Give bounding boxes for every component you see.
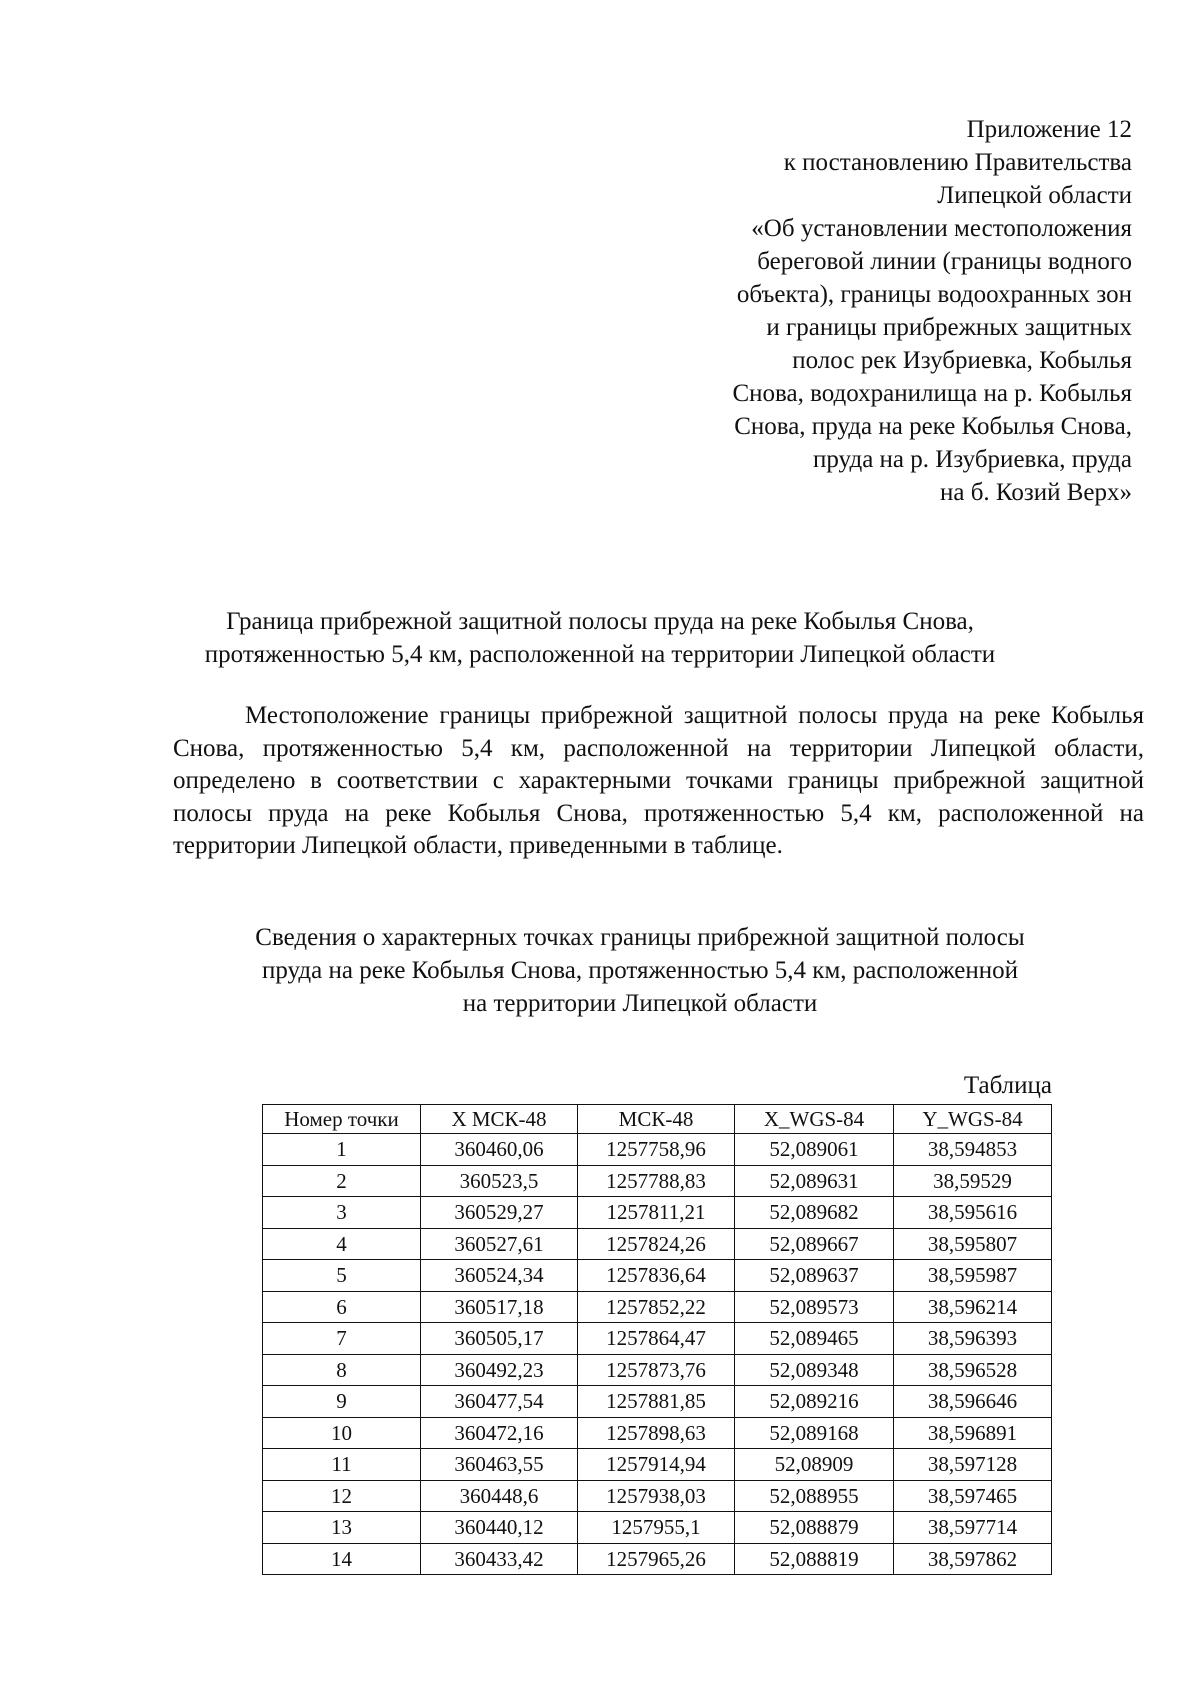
table-cell: 38,597714 [894, 1512, 1052, 1544]
table-cell: 38,594853 [894, 1134, 1052, 1166]
table-cell: 38,59529 [894, 1165, 1052, 1197]
table-cell: 13 [263, 1512, 421, 1544]
table-cell: 52,088955 [735, 1480, 894, 1512]
appendix-line: Снова, пруда на реке Кобылья Снова, [734, 413, 1132, 440]
table-cell: 1257824,26 [578, 1228, 735, 1260]
caption-line: Сведения о характерных точках границы прибрежной защитной полосы [255, 924, 1025, 951]
table-cell: 1257852,22 [578, 1291, 735, 1323]
table-row [263, 1291, 1052, 1323]
table-cell: 5 [263, 1260, 421, 1292]
table-cell: 1257811,21 [578, 1197, 735, 1229]
appendix-line: Приложение 12 [966, 116, 1132, 143]
column-header: Номер точки [263, 1105, 421, 1134]
appendix-line: к постановлению Правительства [783, 149, 1132, 176]
table-cell: 360517,18 [421, 1291, 578, 1323]
table-cell: 52,089168 [735, 1417, 894, 1449]
table-cell: 360524,34 [421, 1260, 578, 1292]
table-row [263, 1386, 1052, 1418]
table-cell: 38,596646 [894, 1386, 1052, 1418]
appendix-line: и границы прибрежных защитных [766, 314, 1132, 341]
table-cell: 52,089667 [735, 1228, 894, 1260]
table-cell: 52,089216 [735, 1386, 894, 1418]
table-cell: 1257836,64 [578, 1260, 735, 1292]
table-cell: 6 [263, 1291, 421, 1323]
appendix-line: береговой линии (границы водного [757, 248, 1132, 275]
appendix-line: объекта), границы водоохранных зон [736, 281, 1132, 308]
table-cell: 38,596393 [894, 1323, 1052, 1355]
table-cell: 52,08909 [735, 1449, 894, 1481]
appendix-line: «Об установлении местоположения [751, 215, 1132, 242]
table-row [263, 1543, 1052, 1575]
table-row [263, 1323, 1052, 1355]
table-cell: 7 [263, 1323, 421, 1355]
table-cell: 38,595987 [894, 1260, 1052, 1292]
body-paragraph: Местоположение границы прибрежной защитной полосы пруда на реке Кобылья Снова, протяженностью 5,4 км, расположенной на территории Липецкой области, определено в соответствии с характерными точками границы прибрежной защитной полосы пруда на реке Кобылья Снова, протяженностью 5,4 км, расположенной на территории Липецкой области, приведенными в таблице. [173, 702, 1144, 859]
table-row [263, 1354, 1052, 1386]
table-cell: 360492,23 [421, 1354, 578, 1386]
table-cell: 360448,6 [421, 1480, 578, 1512]
table-cell: 52,089465 [735, 1323, 894, 1355]
table-row [263, 1512, 1052, 1544]
document-title [110, 605, 1090, 671]
table-row [263, 1228, 1052, 1260]
column-header: Y_WGS-84 [894, 1105, 1052, 1134]
table-row [263, 1197, 1052, 1229]
table-cell: 38,595807 [894, 1228, 1052, 1260]
table-cell: 9 [263, 1386, 421, 1418]
table-label: Таблица [963, 1072, 1052, 1099]
table-cell: 10 [263, 1417, 421, 1449]
column-header: X_WGS-84 [735, 1105, 894, 1134]
table-cell: 8 [263, 1354, 421, 1386]
table-cell: 1 [263, 1134, 421, 1166]
table-cell: 3 [263, 1197, 421, 1229]
table-cell: 4 [263, 1228, 421, 1260]
table-row [263, 1449, 1052, 1481]
table-row [263, 1165, 1052, 1197]
table-cell: 360433,42 [421, 1543, 578, 1575]
appendix-line: на б. Козий Верх» [939, 479, 1132, 506]
table-row [263, 1134, 1052, 1166]
appendix-line: полос рек Изубриевка, Кобылья [792, 347, 1132, 374]
table-cell: 52,089061 [735, 1134, 894, 1166]
table-row [263, 1417, 1052, 1449]
title-line: Граница прибрежной защитной полосы пруда на реке Кобылья Снова, [226, 608, 974, 635]
table-cell: 52,089573 [735, 1291, 894, 1323]
appendix-line: Снова, водохранилища на р. Кобылья [732, 380, 1132, 407]
table-cell: 52,088879 [735, 1512, 894, 1544]
table-cell: 1257758,96 [578, 1134, 735, 1166]
table-cell: 1257914,94 [578, 1449, 735, 1481]
table-cell: 38,597465 [894, 1480, 1052, 1512]
table-cell: 38,596891 [894, 1417, 1052, 1449]
table-cell: 360440,12 [421, 1512, 578, 1544]
table-cell: 1257873,76 [578, 1354, 735, 1386]
table-cell: 38,596528 [894, 1354, 1052, 1386]
table-cell: 52,089348 [735, 1354, 894, 1386]
table-cell: 12 [263, 1480, 421, 1512]
table-cell: 38,597862 [894, 1543, 1052, 1575]
table-cell: 52,089631 [735, 1165, 894, 1197]
table-cell: 360472,16 [421, 1417, 578, 1449]
table-cell: 360527,61 [421, 1228, 578, 1260]
table-cell: 1257938,03 [578, 1480, 735, 1512]
table-cell: 360523,5 [421, 1165, 578, 1197]
caption-line: пруда на реке Кобылья Снова, протяженностью 5,4 км, расположенной [261, 957, 1019, 984]
table-body [263, 1134, 1052, 1575]
table-cell: 1257965,26 [578, 1543, 735, 1575]
table-cell: 11 [263, 1449, 421, 1481]
table-cell: 360529,27 [421, 1197, 578, 1229]
column-header: МСК-48 [578, 1105, 735, 1134]
table-cell: 1257788,83 [578, 1165, 735, 1197]
table-cell: 52,089682 [735, 1197, 894, 1229]
coordinates-table [262, 1104, 1052, 1575]
title-line: протяженностью 5,4 км, расположенной на территории Липецкой области [204, 641, 996, 668]
table-cell: 52,089637 [735, 1260, 894, 1292]
table-cell: 2 [263, 1165, 421, 1197]
table-cell: 52,088819 [735, 1543, 894, 1575]
table-row [263, 1260, 1052, 1292]
table-cell: 38,596214 [894, 1291, 1052, 1323]
table-cell: 1257864,47 [578, 1323, 735, 1355]
table-cell: 38,597128 [894, 1449, 1052, 1481]
table-cell: 360477,54 [421, 1386, 578, 1418]
table-cell: 1257898,63 [578, 1417, 735, 1449]
table-cell: 1257955,1 [578, 1512, 735, 1544]
column-header: X МСК-48 [421, 1105, 578, 1134]
table-caption [190, 921, 1090, 1020]
appendix-line: Липецкой области [937, 182, 1132, 209]
table-cell: 360460,06 [421, 1134, 578, 1166]
table-row [263, 1480, 1052, 1512]
table-header-row [263, 1105, 1052, 1134]
appendix-header [612, 113, 1132, 509]
appendix-line: пруда на р. Изубриевка, пруда [813, 446, 1132, 473]
table-cell: 1257881,85 [578, 1386, 735, 1418]
caption-line: на территории Липецкой области [462, 990, 818, 1017]
table-cell: 38,595616 [894, 1197, 1052, 1229]
table-cell: 360463,55 [421, 1449, 578, 1481]
table-cell: 14 [263, 1543, 421, 1575]
table-cell: 360505,17 [421, 1323, 578, 1355]
